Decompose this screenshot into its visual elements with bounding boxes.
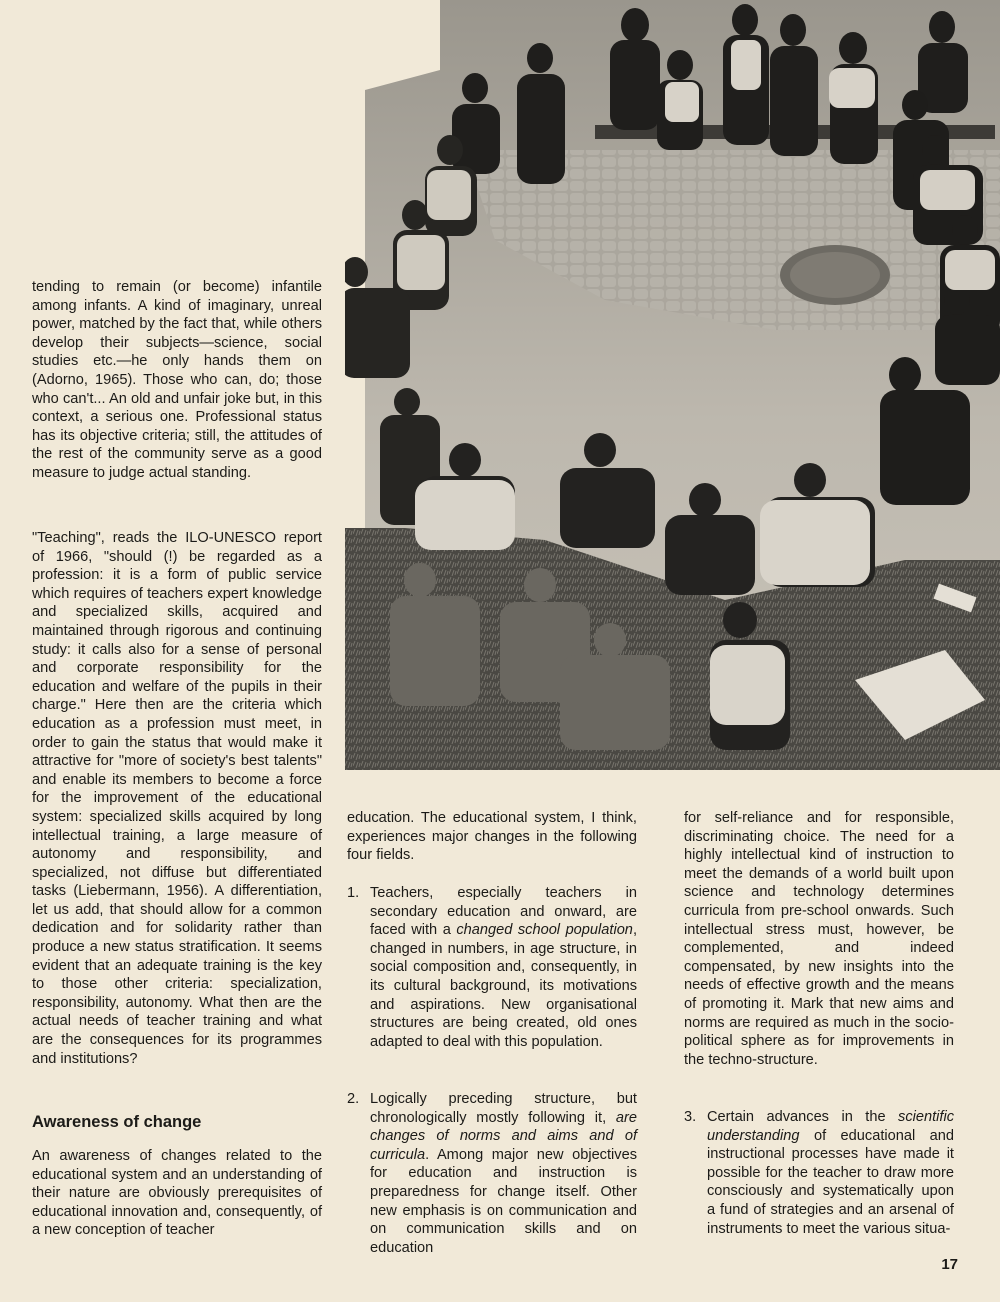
item-number: 1. <box>347 885 360 901</box>
section-heading: Awareness of change <box>32 1113 202 1131</box>
numbered-item <box>347 1090 637 1257</box>
body-paragraph: "Teaching", reads the ILO-UNESCO report of 1966, "should (!) be regarded as a profession: it is a form of public service which requires of teachers expert knowledge and specialized skills, acquired and maintained through rigorous and continuing study: it calls also for a sense of personal and corporate responsibility for the education and welfare of the pupils in their charge." Here then are the criteria which education as a profession must meet, in order to gain the status that would make it attractive for "more of society's best talents" and enable its members to become a force for the improvement of the educational system: specialized skills acquired by long intellectual training, a large measure of autonomy and responsibility, and specialized, not diffuse but differentiated tasks (Liebermann, 1956). A differentiation, let us add, that should allow for a common dedication and for solidarity rather than produce a new status stratification. It seems evident that an adequate training is the key to those other criteria: specialization, responsibility, autonomy. What then are the actual needs of teacher training and what are the consequences for its programmes and institutions? <box>32 530 322 1067</box>
numbered-item <box>347 884 637 1051</box>
item-number: 3. <box>684 1109 697 1125</box>
body-paragraph: for self-reliance and for responsible, discriminating choice. The need for a highly intellectual kind of instruction to meet the demands of a world built upon science and technology determines curricula from pre-school onwards. Such intellectual stress must, however, be complemented, and indeed compensated, by new insights into the needs of effective growth and the means of promoting it. Mark that new aims and norms are required as much in the socio-political sphere as for improvements in the techno-structure. <box>684 810 954 1068</box>
item-text: Certain advances in the scientific understanding of educational and instructional processes have made it possible for the teacher to draw more consciously and systematically upon a fund of strategies and an arsenal of instruments to meet the various situa- <box>707 1109 954 1237</box>
numbered-item <box>684 1108 954 1238</box>
item-text: Logically preceding structure, but chronologically mostly following it, are changes of norms and aims and of curricula. Among major new objectives for education and instruction is preparedness for change itself. Other new emphasis is on communication and on communication skills and on education <box>370 1091 637 1256</box>
body-paragraph: education. The educational system, I think, experiences major changes in the following four fields. <box>347 810 637 864</box>
body-paragraph: tending to remain (or become) infantile among infants. A kind of imaginary, unreal power, matched by the fact that, while others develop their subjects—science, social studies etc.—he only hands them on (Adorno, 1965). Those who can, do; those who can't... An old and unfair joke but, in this context, a serious one. Professional status has its objective criteria; still, the attitudes of the rest of the community serve as a good measure to judge actual standing. <box>32 279 322 481</box>
discussion-circle-photo <box>345 0 1000 770</box>
body-paragraph: An awareness of changes related to the educational system and an understanding of their nature are obviously prerequisites of educational innovation and, consequently, of a new conception of teacher <box>32 1148 322 1239</box>
item-number: 2. <box>347 1091 360 1107</box>
item-text: Teachers, especially teachers in secondary education and onward, are faced with a changed school population, changed in numbers, in age structure, in social composition and, consequently, in its cultural background, its motivations and aspirations. New organisational structures are being created, old ones adapted to deal with this population. <box>370 885 637 1050</box>
page-number: 17 <box>941 1256 958 1273</box>
